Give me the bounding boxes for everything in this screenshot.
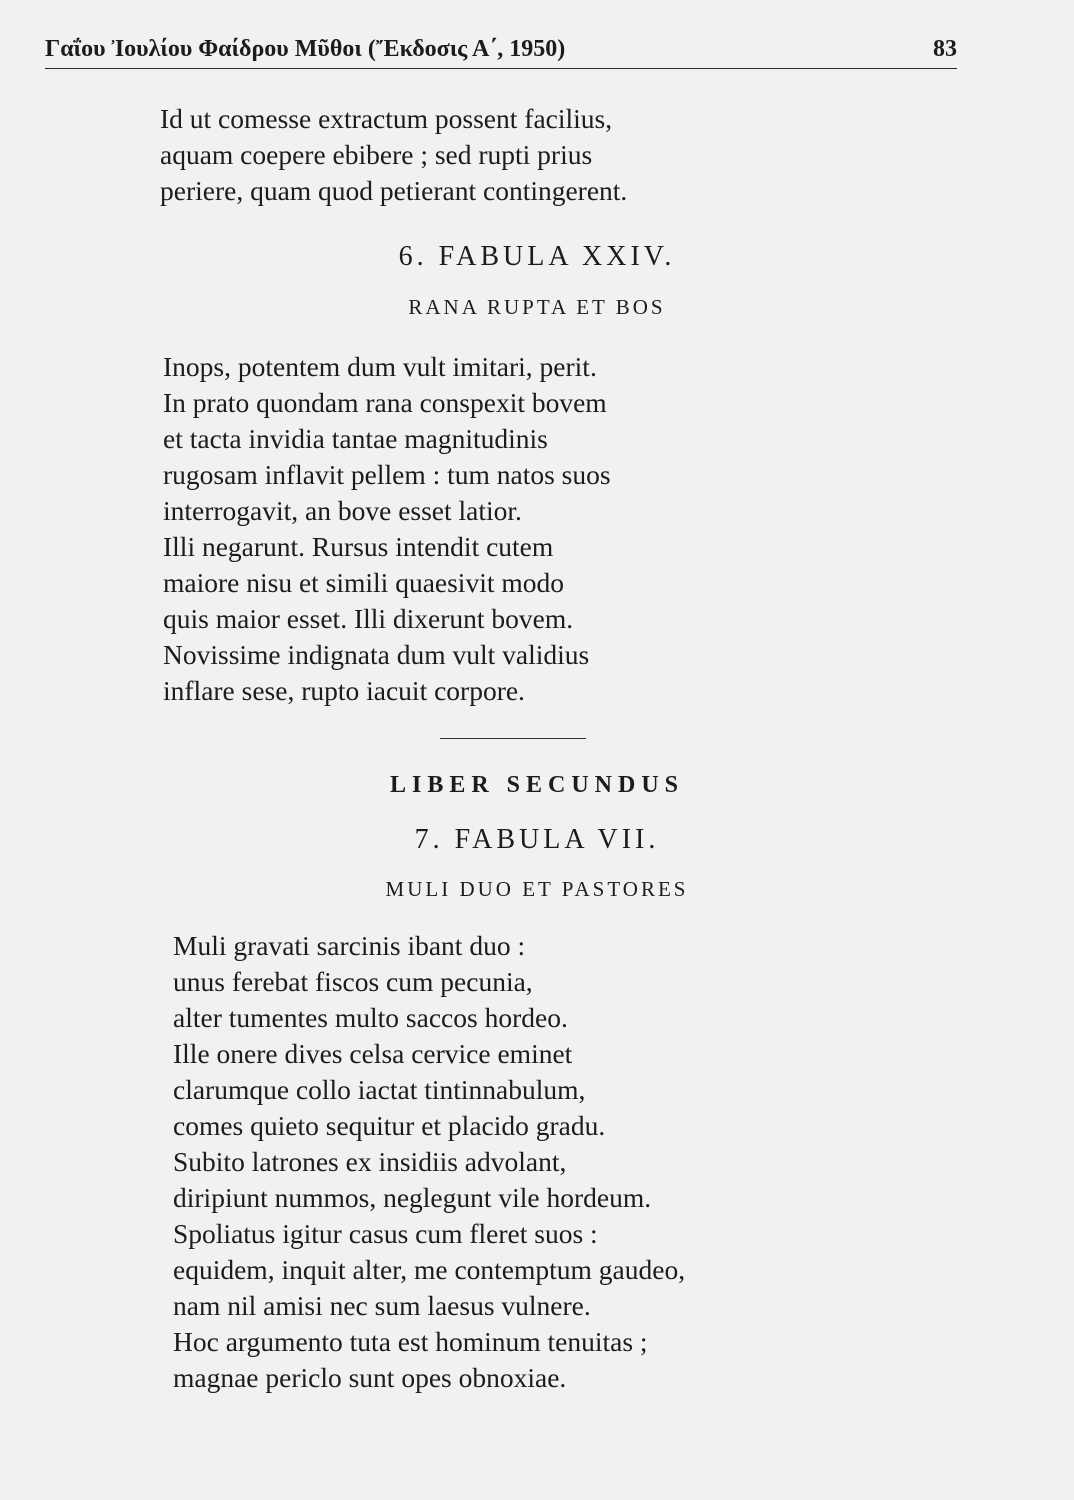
verse-line: Subito latrones ex insidiis advolant, (173, 1146, 567, 1177)
verse-line: In prato quondam rana conspexit bovem (163, 387, 607, 418)
verse-line: magnae periclo sunt opes obnoxiae. (173, 1362, 567, 1393)
verse-line: et tacta invidia tantae magnitudinis (163, 423, 548, 454)
verse-line: inflare sese, rupto iacuit corpore. (163, 675, 525, 706)
verse-line: periere, quam quod petierant contingerent. (160, 175, 628, 206)
verse-line: unus ferebat fiscos cum pecunia, (173, 966, 533, 997)
running-head (45, 34, 957, 69)
fable-6-heading: 6. FABULA XXIV. (398, 241, 676, 272)
intro-verse-block (160, 101, 627, 209)
running-title: Γαΐου Ἰουλίου Φαίδρου Μῦθοι (Ἔκδοσις Α΄, 1950) (45, 36, 566, 62)
verse-line: Novissime indignata dum vult validius (163, 639, 590, 670)
verse-line: maiore nisu et simili quaesivit modo (163, 567, 564, 598)
verse-line: clarumque collo iactat tintinnabulum, (173, 1074, 586, 1105)
verse-line: Illi negarunt. Rursus intendit cutem (163, 531, 554, 562)
verse-line: interrogavit, an bove esset latior. (163, 495, 522, 526)
verse-line: Id ut comesse extractum possent facilius, (160, 103, 613, 134)
verse-line: aquam coepere ebibere ; sed rupti prius (160, 139, 593, 170)
verse-line: rugosam inflavit pellem : tum natos suos (163, 459, 611, 490)
verse-line: comes quieto sequitur et placido gradu. (173, 1110, 606, 1141)
fable-7-heading: 7. FABULA VII. (414, 824, 660, 855)
fable-6-verse-block (163, 349, 611, 709)
verse-line: Ille onere dives celsa cervice eminet (173, 1038, 573, 1069)
page-number: 83 (933, 36, 957, 62)
verse-line: alter tumentes multo saccos hordeo. (173, 1002, 568, 1033)
fable-7-subtitle: MULI DUO ET PASTORES (385, 877, 689, 901)
section-divider (440, 738, 586, 739)
verse-line: Muli gravati sarcinis ibant duo : (173, 930, 526, 961)
verse-line: Spoliatus igitur casus cum fleret suos : (173, 1218, 598, 1249)
verse-line: Inops, potentem dum vult imitari, perit. (163, 351, 597, 382)
book-title: LIBER SECUNDUS (389, 772, 685, 798)
verse-line: Hoc argumento tuta est hominum tenuitas ; (173, 1326, 648, 1357)
verse-line: diripiunt nummos, neglegunt vile hordeum. (173, 1182, 652, 1213)
verse-line: equidem, inquit alter, me contemptum gaudeo, (173, 1254, 686, 1285)
verse-line: quis maior esset. Illi dixerunt bovem. (163, 603, 574, 634)
fable-6-subtitle: RANA RUPTA ET BOS (408, 295, 666, 319)
fable-7-verse-block (173, 928, 685, 1396)
verse-line: nam nil amisi nec sum laesus vulnere. (173, 1290, 591, 1321)
